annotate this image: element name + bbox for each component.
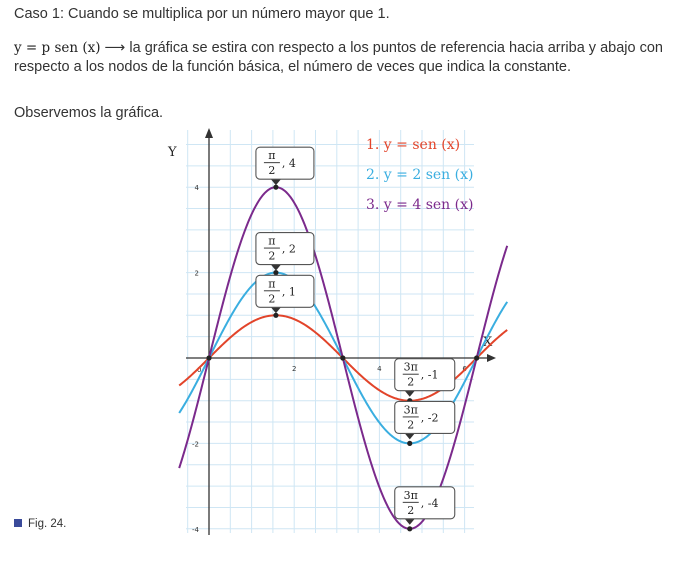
chart-legend (366, 137, 473, 213)
label-denominator: 2 (407, 418, 415, 432)
point-label (256, 147, 314, 185)
figure-caption (14, 518, 66, 530)
label-denominator: 2 (268, 292, 276, 306)
y-tick-label: 2 (194, 269, 199, 278)
label-denominator: 2 (407, 503, 415, 517)
label-numerator: π (268, 277, 276, 291)
x-axis-label: X (483, 335, 493, 350)
label-value: , -1 (420, 368, 439, 382)
y-tick-label: -4 (192, 525, 199, 534)
label-numerator: π (268, 149, 276, 163)
arrow-icon: ⟶ (104, 40, 126, 56)
case-title: Caso 1: Cuando se multiplica por un número mayor que 1. (14, 6, 390, 22)
x-axis-arrow-icon (487, 354, 496, 362)
caption-square-icon (14, 519, 22, 527)
point-label (395, 487, 455, 525)
label-numerator: 3π (403, 403, 418, 417)
label-pointer-icon (405, 519, 415, 525)
y-axis-arrow-icon (205, 128, 213, 138)
extremum-point (407, 526, 412, 531)
label-value: , -4 (420, 496, 439, 510)
point-label (256, 233, 314, 271)
label-pointer-icon (405, 433, 415, 439)
y-tick-label: -2 (192, 440, 199, 449)
caption-text: Fig. 24. (28, 518, 67, 530)
label-numerator: 3π (403, 488, 418, 502)
x-tick-label: 2 (291, 365, 297, 373)
label-value: , 4 (281, 157, 296, 171)
label-numerator: π (268, 234, 276, 248)
zero-point (340, 355, 345, 360)
extremum-point (273, 313, 278, 318)
x-tick-label: 0 (197, 366, 202, 374)
x-tick-label: 6 (462, 365, 467, 373)
label-value: , 2 (281, 242, 296, 256)
label-value: , -2 (420, 411, 439, 425)
label-pointer-icon (405, 391, 415, 397)
extremum-point (407, 441, 412, 446)
zero-point (206, 355, 211, 360)
legend-entry-2: 2. y = 2 sen (x) (366, 167, 474, 183)
label-numerator: 3π (403, 360, 418, 374)
explanation-text: la gráfica se estira con respecto a los puntos de referencia hacia arriba y abajo con respecto a los nodos de la función básica, el número de veces que indica la constante. (14, 40, 663, 75)
observe-text: Observemos la gráfica. (14, 105, 164, 121)
point-label (256, 275, 314, 313)
legend-entry-3: 3. y = 4 sen (x) (366, 197, 474, 213)
point-label (395, 401, 455, 439)
label-denominator: 2 (268, 164, 276, 178)
formula: y = p sen (x) (14, 40, 101, 56)
label-value: , 1 (281, 285, 296, 299)
label-denominator: 2 (268, 249, 276, 263)
point-label (395, 359, 455, 397)
y-axis-label: Y (168, 145, 177, 160)
extremum-point (273, 185, 278, 190)
extremum-point (273, 270, 278, 275)
y-tick-label: 4 (194, 184, 199, 193)
zero-point (474, 355, 479, 360)
x-tick-label: 4 (377, 365, 382, 373)
legend-entry-1: 1. y = sen (x) (366, 137, 461, 153)
label-denominator: 2 (407, 375, 415, 389)
